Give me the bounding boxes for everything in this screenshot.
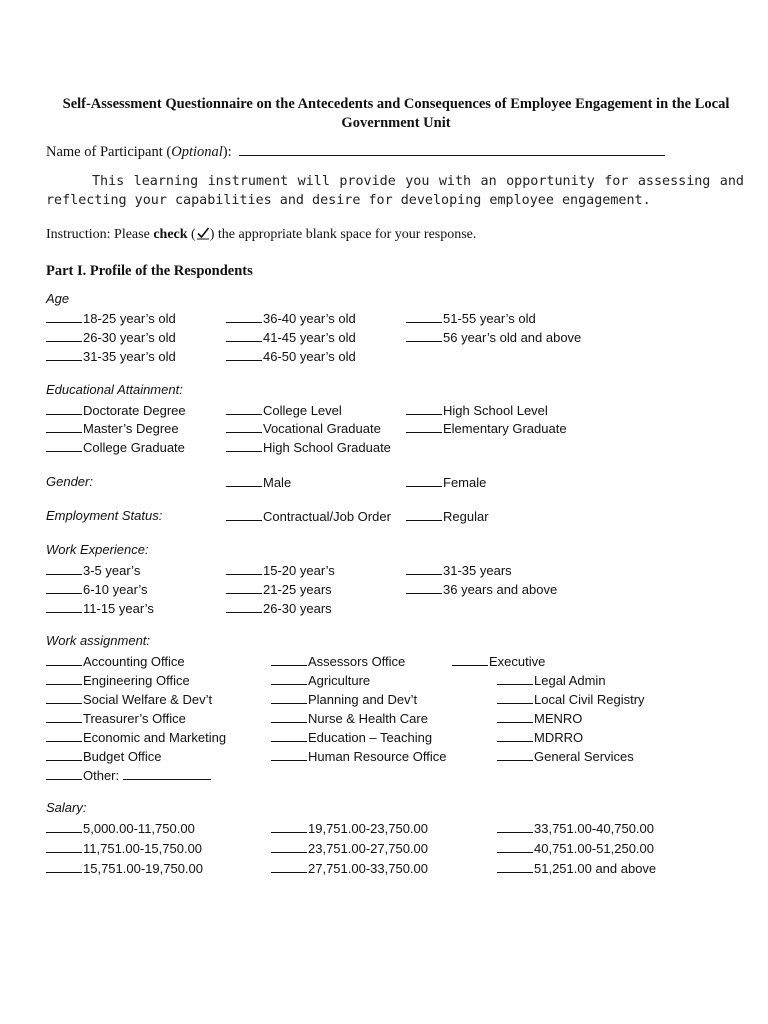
answer-blank[interactable] bbox=[46, 581, 82, 594]
answer-blank[interactable] bbox=[497, 748, 533, 761]
answer-blank[interactable] bbox=[46, 402, 82, 415]
answer-blank[interactable] bbox=[271, 729, 307, 742]
answer-blank[interactable] bbox=[226, 600, 262, 613]
answer-blank[interactable] bbox=[406, 474, 442, 487]
answer-blank[interactable] bbox=[46, 562, 82, 575]
experience-label: Work Experience: bbox=[46, 542, 149, 557]
assignment-option[interactable]: General Services bbox=[497, 748, 634, 764]
salary-option[interactable]: 33,751.00-40,750.00 bbox=[497, 820, 654, 836]
part1-heading: Part I. Profile of the Respondents bbox=[46, 263, 253, 279]
answer-blank[interactable] bbox=[406, 402, 442, 415]
answer-blank[interactable] bbox=[271, 672, 307, 685]
age-option[interactable]: 41-45 year’s old bbox=[226, 329, 356, 345]
optional-label: Optional bbox=[171, 144, 223, 160]
assignment-option[interactable]: Legal Admin bbox=[497, 672, 606, 688]
answer-blank[interactable] bbox=[46, 820, 82, 833]
answer-blank[interactable] bbox=[46, 653, 82, 666]
answer-blank[interactable] bbox=[46, 439, 82, 452]
education-option[interactable]: College Graduate bbox=[46, 439, 185, 455]
age-option[interactable]: 31-35 year’s old bbox=[46, 348, 176, 364]
salary-option[interactable]: 23,751.00-27,750.00 bbox=[271, 840, 428, 856]
education-option[interactable]: Elementary Graduate bbox=[406, 420, 567, 436]
gender-option[interactable]: Male bbox=[226, 474, 291, 490]
instruction-open-paren: ( bbox=[187, 227, 196, 242]
experience-option[interactable]: 36 years and above bbox=[406, 581, 557, 597]
participant-name-suffix: ): bbox=[222, 144, 232, 160]
employment-option[interactable]: Regular bbox=[406, 508, 489, 524]
assignment-option[interactable]: Human Resource Office bbox=[271, 748, 447, 764]
assignment-option[interactable]: Agriculture bbox=[271, 672, 370, 688]
answer-blank[interactable] bbox=[46, 767, 82, 780]
answer-blank[interactable] bbox=[406, 562, 442, 575]
answer-blank[interactable] bbox=[497, 860, 533, 873]
education-label: Educational Attainment: bbox=[46, 382, 183, 397]
intro-paragraph: This learning instrument will provide you with an opportunity for assessing and reflecting your capabilities and desire for developing employee engagement. bbox=[46, 174, 744, 208]
instruction-line bbox=[46, 226, 476, 243]
answer-blank[interactable] bbox=[226, 581, 262, 594]
salary-label: Salary: bbox=[46, 800, 87, 815]
answer-blank[interactable] bbox=[226, 439, 262, 452]
education-option[interactable]: Doctorate Degree bbox=[46, 402, 186, 418]
answer-blank[interactable] bbox=[46, 329, 82, 342]
answer-blank[interactable] bbox=[226, 420, 262, 433]
salary-option[interactable]: 51,251.00 and above bbox=[497, 860, 656, 876]
participant-name-label: Name of Participant ( bbox=[46, 144, 172, 160]
salary-option[interactable]: 27,751.00-33,750.00 bbox=[271, 860, 428, 876]
employment-label: Employment Status: bbox=[46, 508, 163, 523]
salary-option[interactable]: 15,751.00-19,750.00 bbox=[46, 860, 203, 876]
answer-blank[interactable] bbox=[46, 729, 82, 742]
answer-blank[interactable] bbox=[497, 840, 533, 853]
salary-option[interactable]: 11,751.00-15,750.00 bbox=[46, 840, 202, 856]
answer-blank[interactable] bbox=[46, 310, 82, 323]
age-option[interactable]: 18-25 year’s old bbox=[46, 310, 176, 326]
experience-option[interactable]: 11-15 year’s bbox=[46, 600, 154, 616]
answer-blank[interactable] bbox=[46, 860, 82, 873]
answer-blank[interactable] bbox=[271, 710, 307, 723]
assignment-option[interactable]: Nurse & Health Care bbox=[271, 710, 428, 726]
age-option[interactable]: 26-30 year’s old bbox=[46, 329, 176, 345]
answer-blank[interactable] bbox=[46, 710, 82, 723]
answer-blank[interactable] bbox=[226, 562, 262, 575]
answer-blank[interactable] bbox=[271, 840, 307, 853]
answer-blank[interactable] bbox=[406, 420, 442, 433]
participant-name-field[interactable] bbox=[239, 143, 665, 156]
answer-blank[interactable] bbox=[497, 672, 533, 685]
answer-blank[interactable] bbox=[46, 420, 82, 433]
gender-label: Gender: bbox=[46, 474, 93, 489]
answer-blank[interactable] bbox=[226, 402, 262, 415]
answer-blank[interactable] bbox=[271, 860, 307, 873]
assignment-option[interactable]: Economic and Marketing bbox=[46, 729, 226, 745]
instruction-suffix: the appropriate blank space for your response. bbox=[214, 227, 477, 242]
assignment-option[interactable]: MDRRO bbox=[497, 729, 583, 745]
age-option[interactable]: 46-50 year’s old bbox=[226, 348, 356, 364]
answer-blank[interactable] bbox=[46, 600, 82, 613]
answer-blank[interactable] bbox=[226, 329, 262, 342]
answer-blank[interactable] bbox=[46, 672, 82, 685]
salary-option[interactable]: 40,751.00-51,250.00 bbox=[497, 840, 654, 856]
experience-option[interactable]: 6-10 year’s bbox=[46, 581, 148, 597]
instruction-check-word: check bbox=[153, 227, 188, 242]
assignment-option[interactable]: Planning and Dev’t bbox=[271, 691, 417, 707]
answer-blank[interactable] bbox=[226, 348, 262, 361]
salary-option[interactable]: 5,000.00-11,750.00 bbox=[46, 820, 195, 836]
answer-blank[interactable] bbox=[271, 820, 307, 833]
assignment-option[interactable]: Education – Teaching bbox=[271, 729, 432, 745]
answer-blank[interactable] bbox=[226, 508, 262, 521]
checkmark-icon bbox=[196, 226, 210, 240]
experience-option[interactable]: 15-20 year’s bbox=[226, 562, 335, 578]
answer-blank[interactable] bbox=[406, 581, 442, 594]
education-option[interactable]: College Level bbox=[226, 402, 342, 418]
assignment-option[interactable]: Treasurer’s Office bbox=[46, 710, 186, 726]
answer-blank[interactable] bbox=[46, 840, 82, 853]
education-option[interactable]: High School Graduate bbox=[226, 439, 391, 455]
assignment-option[interactable]: Engineering Office bbox=[46, 672, 190, 688]
age-option[interactable]: 51-55 year’s old bbox=[406, 310, 536, 326]
answer-blank[interactable] bbox=[271, 748, 307, 761]
answer-blank[interactable] bbox=[46, 691, 82, 704]
instruction-prefix: Instruction: Please bbox=[46, 227, 154, 242]
answer-blank[interactable] bbox=[406, 508, 442, 521]
assignment-option[interactable]: Accounting Office bbox=[46, 653, 185, 669]
age-label: Age bbox=[46, 291, 70, 306]
answer-blank[interactable] bbox=[226, 474, 262, 487]
assignment-option[interactable]: Assessors Office bbox=[271, 653, 405, 669]
answer-blank[interactable] bbox=[226, 310, 262, 323]
education-option[interactable]: Vocational Graduate bbox=[226, 420, 381, 436]
answer-blank[interactable] bbox=[452, 653, 488, 666]
salary-option[interactable]: 19,751.00-23,750.00 bbox=[271, 820, 428, 836]
assignment-label: Work assignment: bbox=[46, 633, 151, 648]
answer-blank[interactable] bbox=[271, 691, 307, 704]
assignment-option[interactable]: Budget Office bbox=[46, 748, 162, 764]
experience-option[interactable]: 3-5 year’s bbox=[46, 562, 140, 578]
answer-blank[interactable] bbox=[497, 820, 533, 833]
age-option[interactable]: 36-40 year’s old bbox=[226, 310, 356, 326]
instruction-close-paren: ) bbox=[209, 227, 215, 242]
experience-option[interactable]: 31-35 years bbox=[406, 562, 512, 578]
education-option[interactable]: High School Level bbox=[406, 402, 548, 418]
participant-name-line bbox=[46, 143, 665, 161]
answer-blank[interactable] bbox=[406, 310, 442, 323]
answer-blank[interactable] bbox=[271, 653, 307, 666]
answer-blank[interactable] bbox=[46, 748, 82, 761]
other-specify-field[interactable] bbox=[123, 767, 211, 780]
experience-option[interactable]: 26-30 years bbox=[226, 600, 332, 616]
education-option[interactable]: Master’s Degree bbox=[46, 420, 179, 436]
assignment-option[interactable]: Local Civil Registry bbox=[497, 691, 645, 707]
age-option[interactable]: 56 year’s old and above bbox=[406, 329, 581, 345]
answer-blank[interactable] bbox=[406, 329, 442, 342]
assignment-option[interactable]: Social Welfare & Dev’t bbox=[46, 691, 212, 707]
answer-blank[interactable] bbox=[497, 729, 533, 742]
assignment-option[interactable]: Executive bbox=[452, 653, 545, 669]
experience-option[interactable]: 21-25 years bbox=[226, 581, 332, 597]
gender-option[interactable]: Female bbox=[406, 474, 486, 490]
answer-blank[interactable] bbox=[497, 710, 533, 723]
assignment-option[interactable]: MENRO bbox=[497, 710, 582, 726]
assignment-other-option[interactable]: Other: bbox=[46, 767, 211, 783]
employment-option[interactable]: Contractual/Job Order bbox=[226, 508, 391, 524]
answer-blank[interactable] bbox=[497, 691, 533, 704]
document-title: Self-Assessment Questionnaire on the Antecedents and Consequences of Employee Engagement in the Local Government Unit bbox=[62, 96, 730, 131]
answer-blank[interactable] bbox=[46, 348, 82, 361]
